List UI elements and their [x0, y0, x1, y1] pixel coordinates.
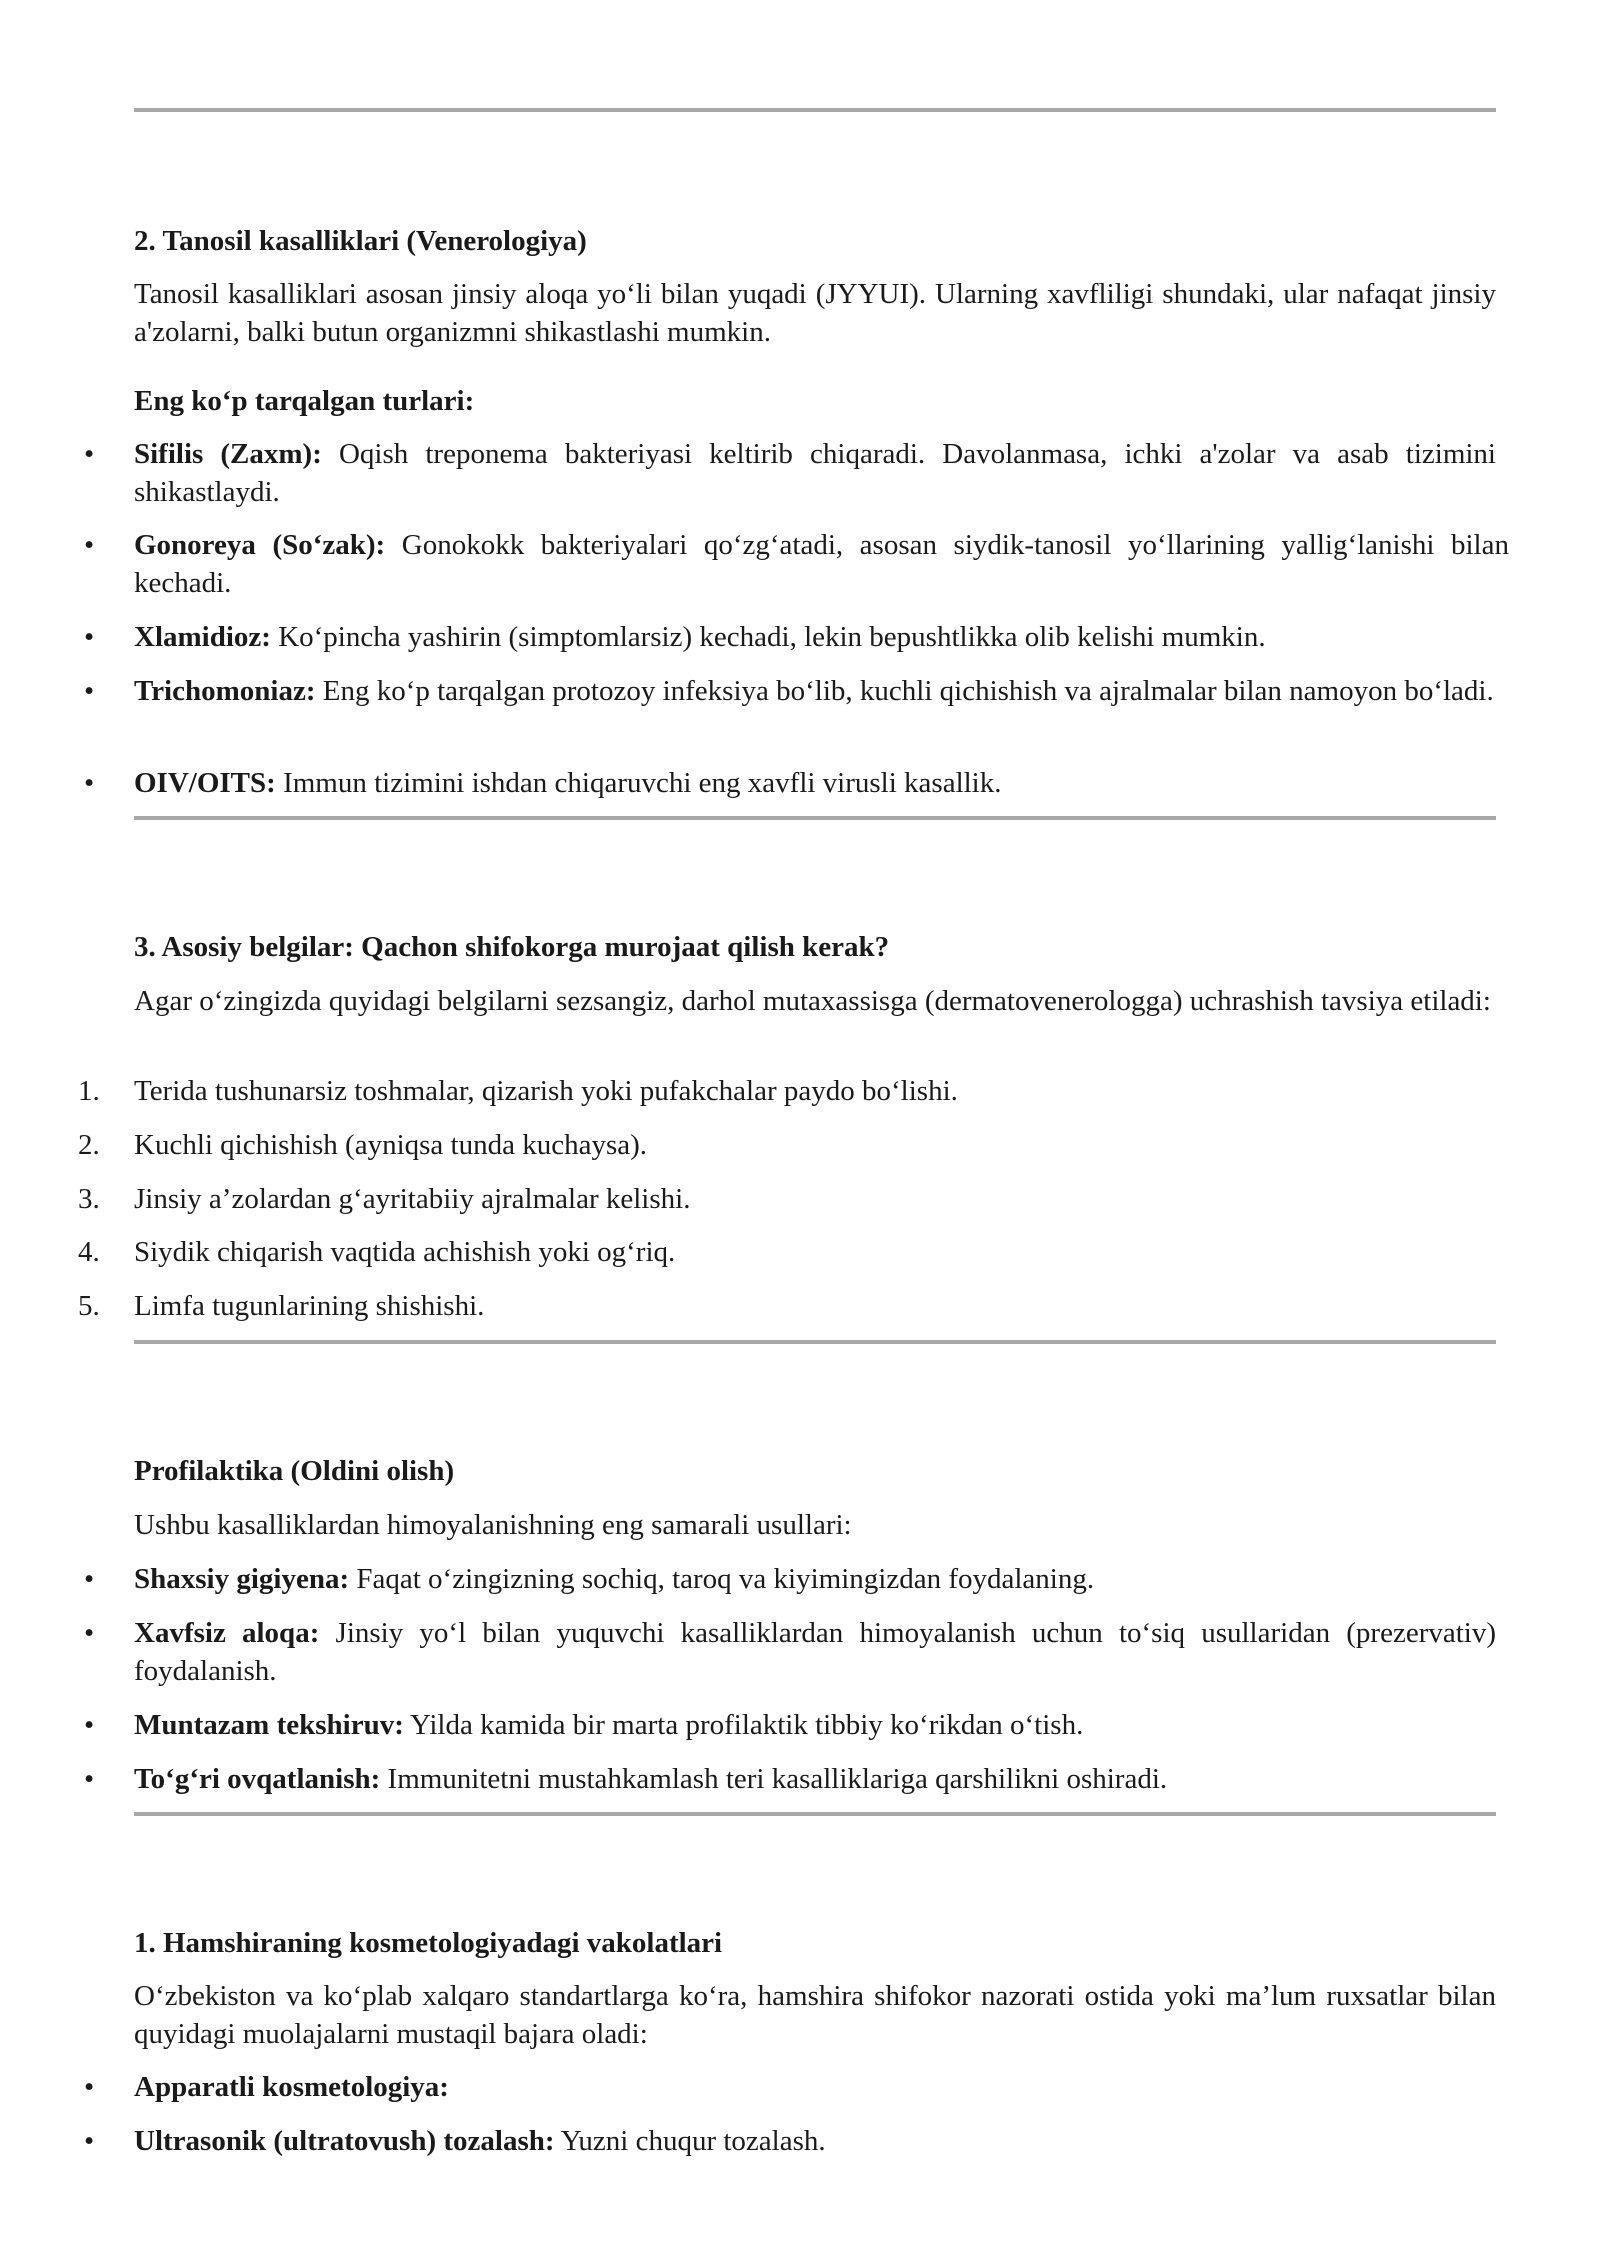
section-title: 2. Tanosil kasalliklari (Venerologiya): [134, 225, 587, 257]
horizontal-rule: [134, 1812, 1496, 1816]
section-intro: O‘zbekiston va ko‘plab xalqaro standartlarga ko‘ra, hamshira shifokor nazorati ostida yoki ma’lum ruxsatlar bilan quyidagi muolajalarni mustaqil bajara oladi:: [134, 1980, 1496, 2050]
list-item: [84, 435, 1496, 511]
list-item: [78, 1126, 1496, 1164]
item-term: Trichomoniaz:: [134, 675, 316, 707]
section-intro: Tanosil kasalliklari asosan jinsiy aloqa yo‘li bilan yuqadi (JYYUI). Ularning xavfliligi shundaki, ular nafaqat jinsiy a'zolarni, balki butun organizmni shikastlashi mumkin.: [134, 278, 1496, 348]
horizontal-rule: [134, 816, 1496, 820]
item-text: Gonokokk bakteriyalari qo‘zg‘atadi, asosan siydik-tanosil yo‘llarining yallig‘lanishi bilan kechadi.: [134, 529, 1509, 599]
list-item: [84, 672, 1496, 710]
item-text: Limfa tugunlarining shishishi.: [134, 1290, 485, 1322]
item-term: To‘g‘ri ovqatlanish:: [134, 1763, 381, 1795]
item-term: Sifilis (Zaxm):: [134, 438, 322, 470]
bullet-icon: •: [84, 2071, 95, 2103]
item-term: Shaxsiy gigiyena:: [134, 1563, 350, 1595]
section-title: Profilaktika (Oldini olish): [134, 1455, 455, 1487]
list-item: [84, 526, 1509, 602]
bullet-icon: •: [84, 1563, 95, 1595]
list-item: [84, 764, 1496, 802]
item-text: Jinsiy yo‘l bilan yuquvchi kasalliklardan himoyalanish uchun to‘siq usullaridan (prezervativ) foydalanish.: [134, 1617, 1496, 1687]
item-term: Ultrasonik (ultratovush) tozalash:: [134, 2125, 555, 2157]
bullet-icon: •: [84, 621, 95, 653]
bullet-icon: •: [84, 1709, 95, 1741]
bullet-icon: •: [84, 438, 95, 470]
item-text: Siydik chiqarish vaqtida achishish yoki og‘riq.: [134, 1236, 676, 1268]
item-text: Ko‘pincha yashirin (simptomlarsiz) kechadi, lekin bepushtlikka olib kelishi mumkin.: [270, 621, 1266, 653]
section-subtitle: Eng ko‘p tarqalgan turlari:: [134, 385, 475, 417]
list-item: [78, 1233, 1496, 1271]
bullet-icon: •: [84, 1763, 95, 1795]
item-term: Apparatli kosmetologiya:: [134, 2071, 449, 2103]
list-item: [84, 1706, 1496, 1744]
item-text: Immun tizimini ishdan chiqaruvchi eng xavfli virusli kasallik.: [275, 767, 1002, 799]
item-number: 4.: [78, 1236, 100, 1268]
bullet-icon: •: [84, 675, 95, 707]
item-text: Kuchli qichishish (ayniqsa tunda kuchaysa).: [134, 1129, 648, 1161]
bullet-icon: •: [84, 2125, 95, 2157]
item-text: Eng ko‘p tarqalgan protozoy infeksiya bo‘lib, kuchli qichishish va ajralmalar bilan namoyon bo‘ladi.: [315, 675, 1494, 707]
item-number: 2.: [78, 1129, 100, 1161]
list-item: [78, 1180, 1496, 1218]
list-item: [78, 1072, 1496, 1110]
list-item: [84, 618, 1496, 656]
item-term: OIV/OITS:: [134, 767, 276, 799]
item-text: Yilda kamida bir marta profilaktik tibbiy ko‘rikdan o‘tish.: [403, 1709, 1084, 1741]
list-item: [84, 2068, 1496, 2106]
item-text: Faqat o‘zingizning sochiq, taroq va kiyimingizdan foydalaning.: [349, 1563, 1095, 1595]
list-item: [84, 1614, 1496, 1690]
item-term: Gonoreya (So‘zak):: [134, 529, 386, 561]
item-number: 1.: [78, 1075, 100, 1107]
item-text: Yuzni chuqur tozalash.: [554, 2125, 826, 2157]
list-item: [84, 1560, 1496, 1598]
list-item: [78, 1287, 1496, 1325]
item-text: Terida tushunarsiz toshmalar, qizarish yoki pufakchalar paydo bo‘lishi.: [134, 1075, 958, 1107]
horizontal-rule: [134, 1340, 1496, 1344]
item-term: Xlamidioz:: [134, 621, 271, 653]
section-title: 1. Hamshiraning kosmetologiyadagi vakolatlari: [134, 1927, 723, 1959]
section-intro: Ushbu kasalliklardan himoyalanishning eng samarali usullari:: [134, 1509, 852, 1541]
section-intro: Agar o‘zingizda quyidagi belgilarni sezsangiz, darhol mutaxassisga (dermatovenerologga) uchrashish tavsiya etiladi:: [134, 985, 1491, 1017]
item-term: Muntazam tekshiruv:: [134, 1709, 404, 1741]
bullet-icon: •: [84, 529, 95, 561]
item-term: Xavfsiz aloqa:: [134, 1617, 320, 1649]
bullet-icon: •: [84, 767, 95, 799]
bullet-icon: •: [84, 1617, 95, 1649]
list-item: [84, 1760, 1496, 1798]
item-number: 3.: [78, 1183, 100, 1215]
section-title: 3. Asosiy belgilar: Qachon shifokorga murojaat qilish kerak?: [134, 931, 890, 963]
list-item: [84, 2122, 1496, 2160]
item-text: Jinsiy a’zolardan g‘ayritabiiy ajralmalar kelishi.: [134, 1183, 691, 1215]
item-text: Oqish treponema bakteriyasi keltirib chiqaradi. Davolanmasa, ichki a'zolar va asab tizimini shikastlaydi.: [134, 438, 1496, 508]
item-text: Immunitetni mustahkamlash teri kasalliklariga qarshilikni oshiradi.: [380, 1763, 1168, 1795]
item-number: 5.: [78, 1290, 100, 1322]
horizontal-rule: [134, 108, 1496, 112]
